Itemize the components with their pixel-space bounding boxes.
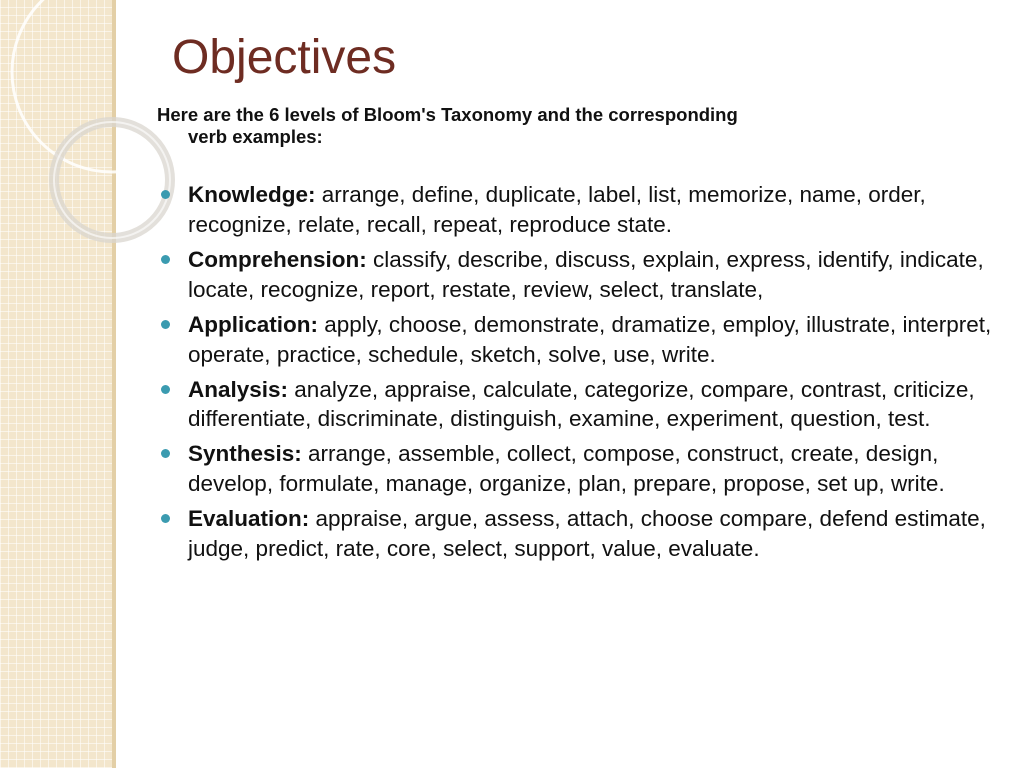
taxonomy-list xyxy=(157,180,1002,569)
small-ring-highlight xyxy=(54,122,170,238)
verb-examples: arrange, define, duplicate, label, list, memorize, name, order, recognize, relate, recall, repeat, reproduce state. xyxy=(188,182,926,237)
intro-line-2: verb examples: xyxy=(188,126,323,148)
level-term: Application: xyxy=(188,311,325,337)
verb-examples: arrange, assemble, collect, compose, construct, create, design, develop, formulate, manage, organize, plan, prepare, propose, set up, write. xyxy=(188,441,945,497)
bullet-icon xyxy=(161,255,170,264)
intro-text xyxy=(157,104,977,148)
level-term: Analysis: xyxy=(188,376,295,402)
level-term: Synthesis: xyxy=(188,441,309,467)
level-term: Evaluation: xyxy=(188,506,316,532)
list-item-comprehension xyxy=(157,245,1002,305)
slide-title: Objectives xyxy=(172,31,397,84)
list-item-application xyxy=(157,310,1002,370)
bullet-icon xyxy=(161,320,170,329)
list-item-evaluation xyxy=(157,504,1002,564)
list-item-analysis xyxy=(157,375,1002,435)
verb-examples: apply, choose, demonstrate, dramatize, employ, illustrate, interpret, operate, practice, schedule, sketch, solve, use, write. xyxy=(188,311,992,367)
level-term: Comprehension: xyxy=(188,246,374,272)
bullet-icon xyxy=(161,190,170,199)
list-item-knowledge xyxy=(157,180,1002,240)
verb-examples: appraise, argue, assess, attach, choose compare, defend estimate, judge, predict, rate, core, select, support, value, evaluate. xyxy=(188,506,986,562)
level-term: Knowledge: xyxy=(188,182,322,207)
verb-examples: analyze, appraise, calculate, categorize, compare, contrast, criticize, differentiate, discriminate, distinguish, examine, experiment, question, test. xyxy=(188,376,975,432)
list-item-synthesis xyxy=(157,439,1002,499)
bullet-icon xyxy=(161,385,170,394)
bullet-icon xyxy=(161,514,170,523)
verb-examples: classify, describe, discuss, explain, express, identify, indicate, locate, recognize, report, restate, review, select, translate, xyxy=(188,246,984,302)
bullet-icon xyxy=(161,449,170,458)
intro-line-1: Here are the 6 levels of Bloom's Taxonomy and the corresponding xyxy=(157,104,738,125)
